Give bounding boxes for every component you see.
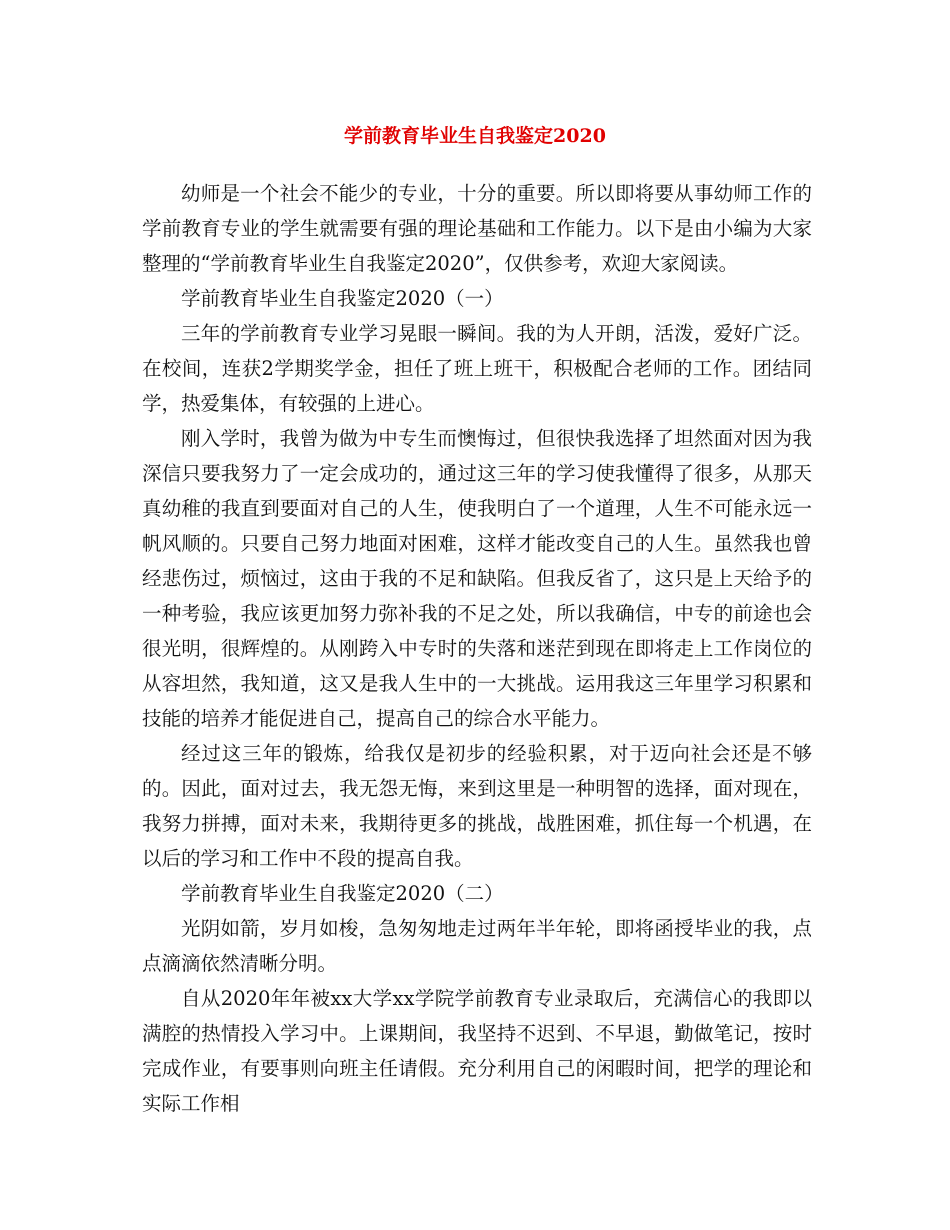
body-paragraph: 刚入学时，我曾为做为中专生而懊悔过，但很快我选择了坦然面对因为我深信只要我努力了一定会成功的，通过这三年的学习使我懂得了很多，从那天真幼稚的我直到要面对自己的人生，使我明白了一个道理，人生不可能永远一帆风顺的。只要自己努力地面对困难，这样才能改变自己的人生。虽然我也曾经悲伤过，烦恼过，这由于我的不足和缺陷。但我反省了，这只是上天给予的一种考验，我应该更加努力弥补我的不足之处，所以我确信，中专的前途也会很光明，很辉煌的。从刚跨入中专时的失落和迷茫到现在即将走上工作岗位的从容坦然，我知道，这又是我人生中的一大挑战。运用我这三年里学习积累和技能的培养才能促进自己，提高自己的综合水平能力。	[142, 427, 812, 730]
body-paragraph: 自从2020年年被xx大学xx学院学前教育专业录取后，充满信心的我即以满腔的热情投入学习中。上课期间，我坚持不迟到、不早退，勤做笔记，按时完成作业，有要事则向班主任请假。充分利用自己的闲暇时间，把学的理论和实际工作相	[142, 987, 812, 1115]
section-heading-one: 学前教育毕业生自我鉴定2020（一）	[181, 287, 504, 310]
body-paragraph: 光阴如箭，岁月如梭，急匆匆地走过两年半年轮，即将函授毕业的我，点点滴滴依然清晰分明。	[142, 917, 812, 975]
intro-paragraph: 幼师是一个社会不能少的专业，十分的重要。所以即将要从事幼师工作的学前教育专业的学生就需要有强的理论基础和工作能力。以下是由小编为大家整理的“学前教育毕业生自我鉴定2020”，仅供参考，欢迎大家阅读。	[142, 182, 812, 275]
body-paragraph: 三年的学前教育专业学习晃眼一瞬间。我的为人开朗，活泼，爱好广泛。在校间，连获2学期奖学金，担任了班上班干，积极配合老师的工作。团结同学，热爱集体，有较强的上进心。	[142, 322, 812, 415]
body-paragraph: 经过这三年的锻炼，给我仅是初步的经验积累，对于迈向社会还是不够的。因此，面对过去，我无怨无悔，来到这里是一种明智的选择，面对现在，我努力拼搏，面对未来，我期待更多的挑战，战胜困难，抓住每一个机遇，在以后的学习和工作中不段的提高自我。	[142, 742, 812, 870]
section-heading-two: 学前教育毕业生自我鉴定2020（二）	[181, 882, 504, 905]
document-title: 学前教育毕业生自我鉴定2020	[344, 125, 606, 147]
document-body	[142, 176, 812, 1121]
